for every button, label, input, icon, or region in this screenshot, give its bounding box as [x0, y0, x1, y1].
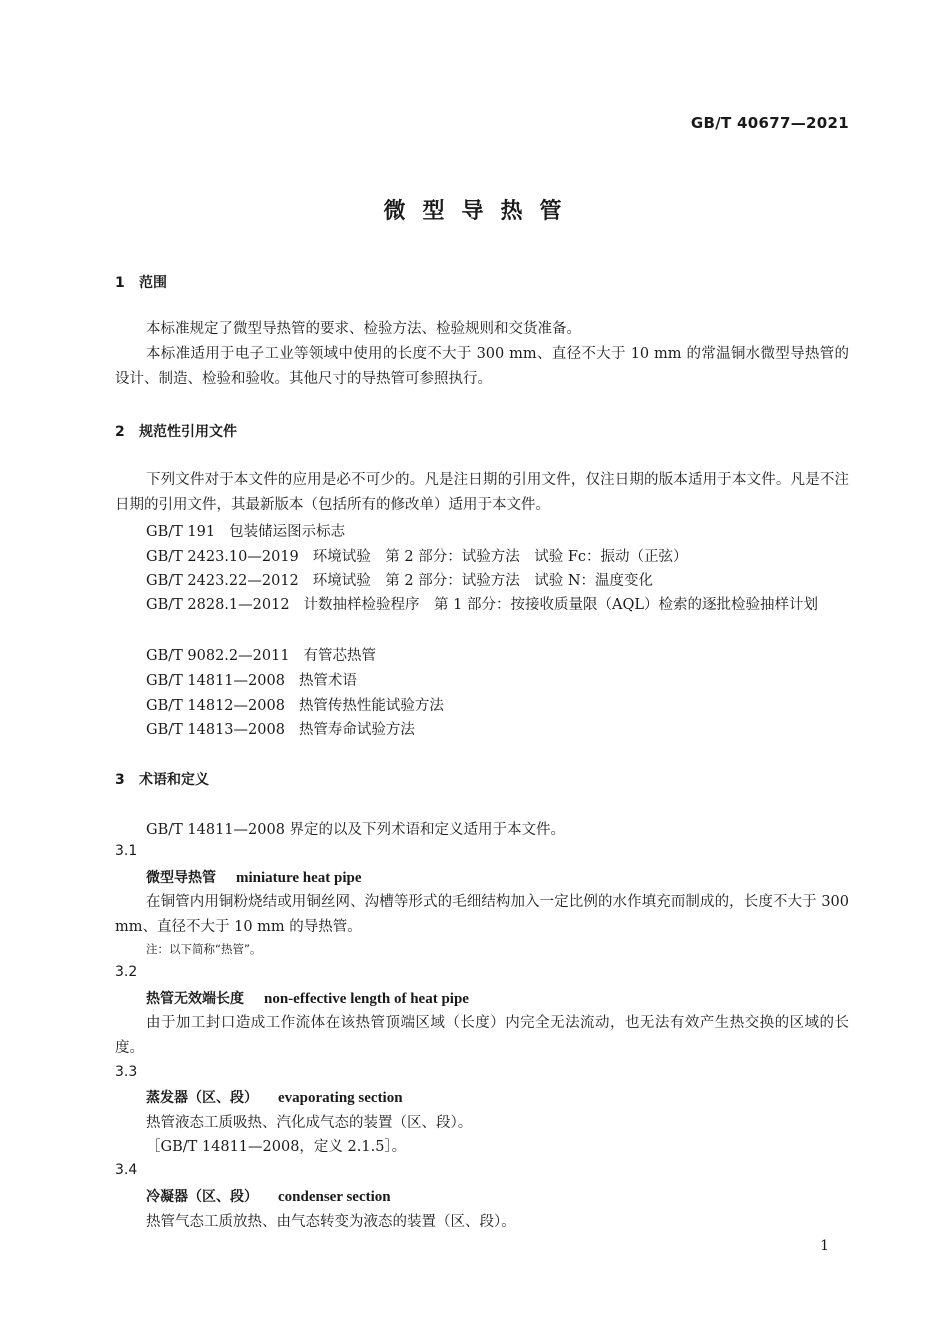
reference-title: 热管传热性能试验方法 — [298, 698, 444, 714]
reference-code: GB/T 14812—2008 — [146, 698, 285, 714]
reference-title: 环境试验 第 2 部分：试验方法 试验 Fc：振动（正弦） — [312, 549, 688, 565]
section-title: 术语和定义 — [139, 772, 209, 788]
term-number: 3.4 — [115, 1162, 138, 1178]
references-intro: 下列文件对于本文件的应用是必不可少的。凡是注日期的引用文件，仅注日期的版本适用于本文件。凡是不注日期的引用文件，其最新版本（包括所有的修改单）适用于本文件。 — [115, 472, 849, 513]
reference-title: 热管寿命试验方法 — [298, 722, 415, 738]
terms-intro: GB/T 14811—2008 界定的以及下列术语和定义适用于本文件。 — [146, 822, 566, 838]
reference-title: 环境试验 第 2 部分：试验方法 试验 N：温度变化 — [312, 573, 654, 589]
term-heading — [146, 988, 469, 1008]
scope-paragraph-1: 本标准规定了微型导热管的要求、检验方法、检验规则和交货准备。 — [146, 321, 581, 337]
section-3-heading — [115, 769, 209, 789]
reference-code: GB/T 14813—2008 — [146, 722, 285, 738]
reference-item — [146, 545, 688, 566]
reference-code: GB/T 2423.22—2012 — [146, 573, 299, 589]
section-title: 范围 — [139, 275, 167, 291]
section-title: 规范性引用文件 — [139, 424, 237, 440]
reference-item — [146, 718, 415, 739]
reference-title: 有管芯热管 — [303, 648, 377, 664]
standard-number: GB/T 40677—2021 — [690, 114, 849, 132]
term-note: 注：以下简称“热管”。 — [146, 942, 262, 956]
term-number: 3.1 — [115, 843, 138, 859]
term-zh: 微型导热管 — [146, 870, 216, 886]
section-1-heading — [115, 272, 167, 292]
term-en: non-effective length of heat pipe — [264, 991, 469, 1007]
section-2-heading — [115, 421, 237, 441]
reference-item — [146, 694, 444, 715]
term-zh: 冷凝器（区、段） — [146, 1189, 258, 1205]
document-title: 微型导热管 — [383, 199, 579, 224]
reference-code: GB/T 191 — [146, 524, 216, 540]
reference-title: 包装储运图示标志 — [229, 524, 346, 540]
term-definition: 热管液态工质吸热、汽化成气态的装置（区、段）。 — [146, 1115, 473, 1131]
section-number: 3 — [115, 772, 125, 788]
section-number: 2 — [115, 424, 125, 440]
term-en: condenser section — [278, 1189, 391, 1205]
term-heading — [146, 867, 362, 887]
term-number: 3.3 — [115, 1064, 138, 1080]
reference-code: GB/T 2423.10—2019 — [146, 549, 299, 565]
term-zh: 热管无效端长度 — [146, 991, 244, 1007]
term-en: evaporating section — [278, 1090, 403, 1106]
scope-paragraph-2: 本标准适用于电子工业等领域中使用的长度不大于 300 mm、直径不大于 10 mm 的常温铜水微型导热管的设计、制造、检验和验收。其他尺寸的导热管可参照执行。 — [115, 346, 849, 387]
reference-code: GB/T 14811—2008 — [146, 673, 285, 689]
reference-title: 计数抽样检验程序 第 1 部分：按接收质量限（AQL）检索的逐批检验抽样计划 — [303, 597, 818, 613]
term-definition: 在铜管内用铜粉烧结或用铜丝网、沟槽等形式的毛细结构加入一定比例的水作填充而制成的，长度不大于 300 mm、直径不大于 10 mm 的导热管。 — [115, 894, 849, 935]
reference-item — [146, 569, 653, 590]
reference-item — [146, 669, 357, 690]
reference-code: GB/T 2828.1—2012 — [146, 597, 290, 613]
reference-code: GB/T 9082.2—2011 — [146, 648, 290, 664]
section-number: 1 — [115, 275, 125, 291]
term-heading — [146, 1087, 403, 1107]
term-en: miniature heat pipe — [236, 870, 362, 886]
term-definition: 热管气态工质放热、由气态转变为液态的装置（区、段）。 — [146, 1214, 516, 1230]
term-number: 3.2 — [115, 964, 138, 980]
reference-item — [146, 520, 345, 541]
reference-item — [146, 644, 376, 665]
term-source: ［GB/T 14811—2008，定义 2.1.5］。 — [146, 1139, 407, 1155]
reference-item — [115, 593, 849, 618]
reference-title: 热管术语 — [298, 673, 357, 689]
page-number: 1 — [820, 1238, 829, 1254]
term-zh: 蒸发器（区、段） — [146, 1090, 258, 1106]
term-heading — [146, 1186, 391, 1206]
term-definition: 由于加工封口造成工作流体在该热管顶端区域（长度）内完全无法流动，也无法有效产生热交换的区域的长度。 — [115, 1015, 849, 1056]
